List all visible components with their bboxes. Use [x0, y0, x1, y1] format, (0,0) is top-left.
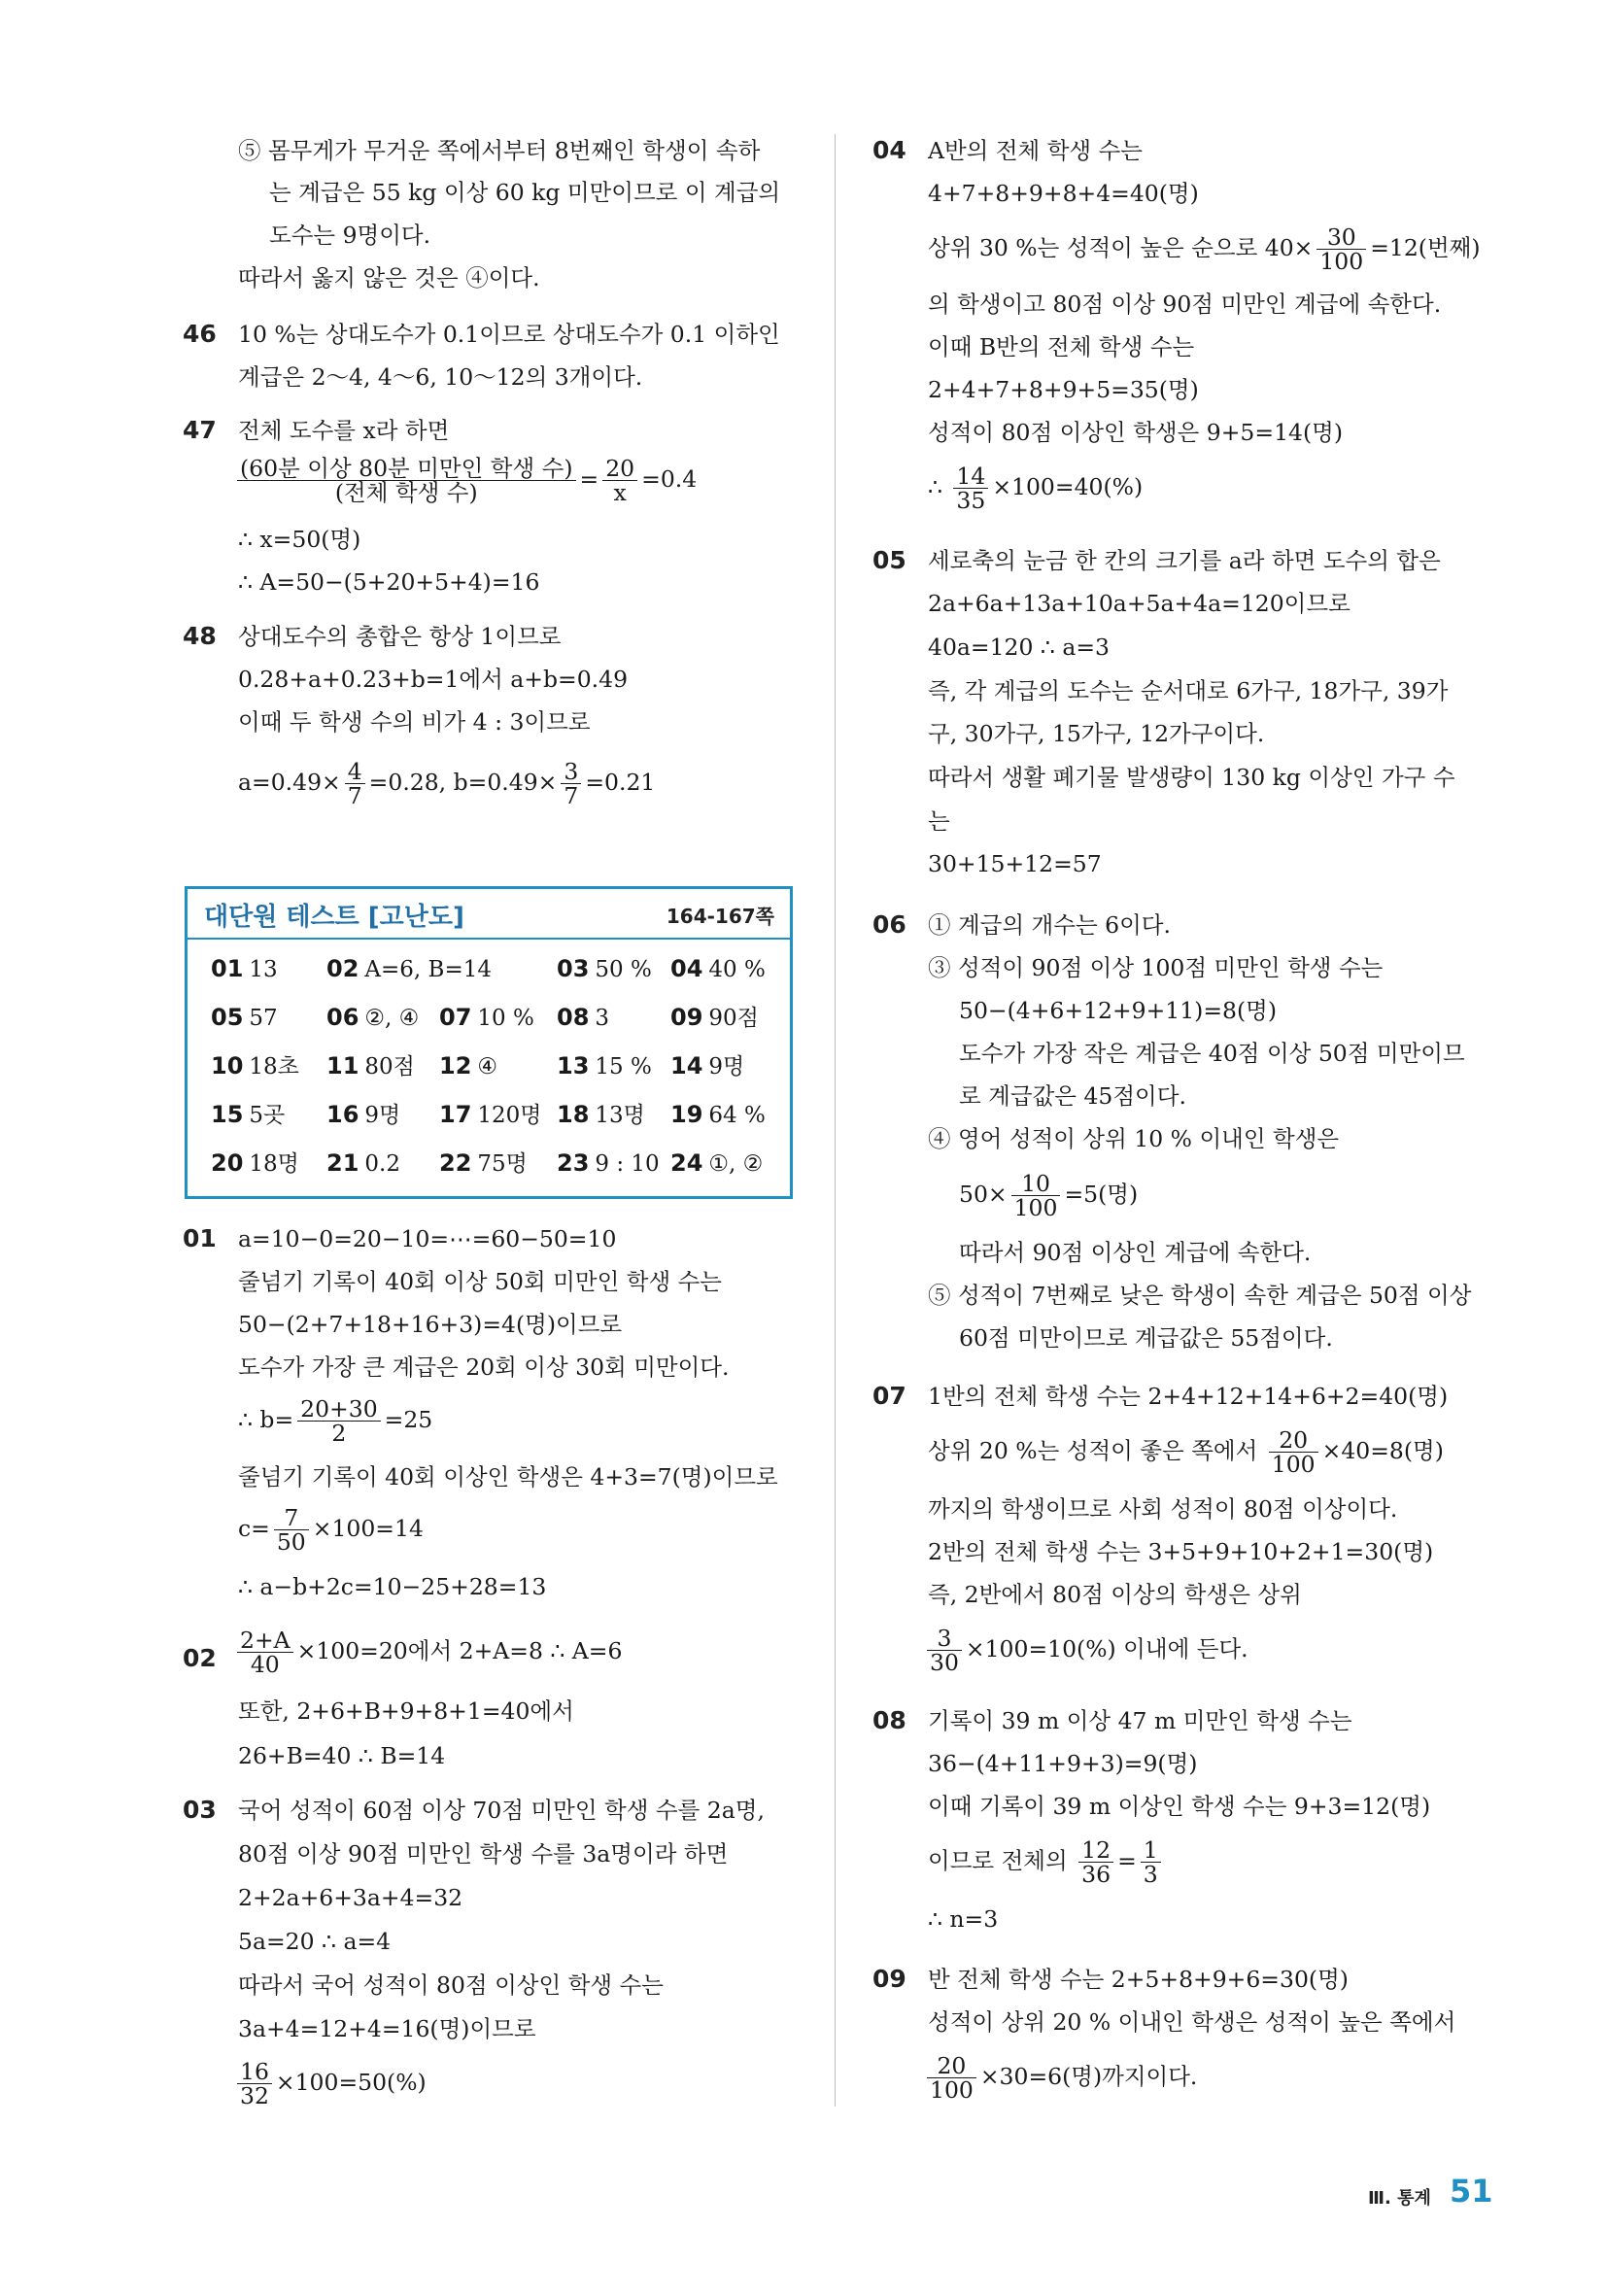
- text-line: 2+4+7+8+9+5=35(명): [928, 376, 1199, 403]
- text-line: 성적이 상위 20 % 이내인 학생은 성적이 높은 쪽에서: [928, 2008, 1456, 2036]
- problem-number: 07: [872, 1382, 906, 1410]
- answer-box: [185, 886, 793, 1199]
- text-line: 는 계급은 55 kg 이상 60 kg 미만이므로 이 계급의: [269, 179, 781, 206]
- fraction-line: ∴ b= $\frac{20+30}{2}$ =25: [238, 1395, 433, 1447]
- answer-item: 13 15 %: [557, 1052, 652, 1079]
- answer-item: 18 13명: [557, 1101, 645, 1128]
- text-line: 는: [928, 807, 950, 835]
- text-line: 10 %는 상대도수가 0.1이므로 상대도수가 0.1 이하인: [238, 321, 780, 348]
- fraction-line: c= $\frac{7}{50}$ ×100=14: [238, 1504, 424, 1556]
- text-line: 5a=20 ∴ a=4: [238, 1928, 392, 1955]
- text-line: ⑤ 성적이 7번째로 낮은 학생이 속한 계급은 50점 이상: [928, 1282, 1472, 1309]
- text-line: 구, 30가구, 15가구, 12가구이다.: [928, 720, 1265, 747]
- answer-item: 23 9 : 10: [557, 1149, 660, 1177]
- text-line: 0.28+a+0.23+b=1에서 a+b=0.49: [238, 666, 629, 693]
- answer-item: 24 ①, ②: [670, 1149, 764, 1177]
- fraction: $\frac{\text{(60분 이상 80분 미만인 학생 수)}}{\text{(전체 학생 수)}}$: [237, 457, 576, 504]
- text-line: 로 계급값은 45점이다.: [959, 1082, 1186, 1110]
- text-line: 세로축의 눈금 한 칸의 크기를 a라 하면 도수의 합은: [928, 547, 1441, 574]
- text-line: 따라서 90점 이상인 계급에 속한다.: [959, 1239, 1312, 1266]
- problem-number: 01: [183, 1224, 217, 1252]
- text-line: ⑤ 몸무게가 무거운 쪽에서부터 8번째인 학생이 속하: [238, 137, 761, 164]
- page-number: 51: [1450, 2173, 1493, 2210]
- problem-number: 09: [872, 1965, 906, 1993]
- text-line: ∴ n=3: [928, 1905, 999, 1933]
- text-line: ① 계급의 개수는 6이다.: [928, 911, 1171, 939]
- fraction-line: 상위 30 %는 성적이 높은 순으로 40× $\frac{30}{100}$ =12(번째): [928, 223, 1481, 275]
- text-line: 36−(4+11+9+3)=9(명): [928, 1750, 1198, 1777]
- problem-number: 48: [183, 622, 217, 650]
- text-line: 50−(2+7+18+16+3)=4(명)이므로: [238, 1311, 623, 1338]
- fraction-line: 상위 20 %는 성적이 좋은 쪽에서 $\frac{20}{100}$ ×40=8(명): [928, 1426, 1444, 1478]
- text-line: 4+7+8+9+8+4=40(명): [928, 180, 1199, 207]
- answer-box-header: [188, 889, 790, 940]
- answer-item: 17 120명: [439, 1101, 542, 1128]
- answer-item: 14 9명: [670, 1052, 745, 1079]
- text-line: ④ 영어 성적이 상위 10 % 이내인 학생은: [928, 1125, 1340, 1152]
- text-line: ③ 성적이 90점 이상 100점 미만인 학생 수는: [928, 954, 1384, 981]
- answer-item: 12 ④: [439, 1052, 498, 1079]
- text-line: 도수는 9명이다.: [269, 222, 431, 249]
- answer-item: 10 18초: [211, 1052, 299, 1079]
- text-line: A반의 전체 학생 수는: [928, 137, 1143, 164]
- text-line: 도수가 가장 작은 계급은 40점 이상 50점 미만이므: [959, 1040, 1465, 1067]
- fraction-line: $\frac{\text{(60분 이상 80분 미만인 학생 수)}}{\text{(전체 학생 수)}}$ = $\frac{20}{x}$ =0.4: [233, 457, 697, 504]
- text-line: 이때 기록이 39 m 이상인 학생 수는 9+3=12(명): [928, 1793, 1431, 1820]
- text-line: 26+B=40 ∴ B=14: [238, 1742, 446, 1769]
- text-line: 줄넘기 기록이 40회 이상인 학생은 4+3=7(명)이므로: [238, 1463, 778, 1491]
- text-line: 60점 미만이므로 계급값은 55점이다.: [959, 1324, 1333, 1352]
- answer-item: 15 5곳: [211, 1101, 286, 1128]
- text-line: 전체 도수를 x라 하면: [238, 417, 450, 444]
- problem-number: 08: [872, 1706, 906, 1734]
- answer-item: 04 40 %: [670, 955, 766, 982]
- answer-item: 16 9명: [326, 1101, 401, 1128]
- text-line: 30+15+12=57: [928, 850, 1102, 877]
- problem-number: 03: [183, 1796, 217, 1824]
- text-line: 40a=120 ∴ a=3: [928, 634, 1111, 661]
- answer-item: 05 57: [211, 1004, 278, 1031]
- text-line: 국어 성적이 60점 이상 70점 미만인 학생 수를 2a명,: [238, 1797, 765, 1824]
- text-line: 반 전체 학생 수는 2+5+8+9+6=30(명): [928, 1966, 1349, 1993]
- answer-item: 19 64 %: [670, 1101, 766, 1128]
- text-line: 줄넘기 기록이 40회 이상 50회 미만인 학생 수는: [238, 1268, 723, 1295]
- answer-box-title: 대단원 테스트 [고난도]: [204, 903, 464, 932]
- fraction-line: $\frac{3}{30}$ ×100=10(%) 이내에 든다.: [923, 1627, 1248, 1674]
- problem-number: 05: [872, 546, 906, 574]
- text-line: ∴ x=50(명): [238, 526, 361, 553]
- text-line: 이때 B반의 전체 학생 수는: [928, 333, 1195, 360]
- text-line: 도수가 가장 큰 계급은 20회 이상 30회 미만이다.: [238, 1354, 730, 1381]
- text-line: 계급은 2～4, 4～6, 10～12의 3개이다.: [238, 363, 643, 391]
- problem-number: 02: [183, 1644, 217, 1672]
- fraction-line: 이므로 전체의 $\frac{12}{36}$ = $\frac{1}{3}$: [928, 1838, 1165, 1886]
- footer-section-label: Ⅲ. 통계: [1368, 2188, 1431, 2209]
- answer-box-pages: 164-167쪽: [666, 905, 774, 928]
- answer-item: 06 ②, ④: [326, 1004, 420, 1031]
- problem-number: 46: [183, 320, 217, 348]
- text-line: 따라서 생활 폐기물 발생량이 130 kg 이상인 가구 수: [928, 764, 1455, 791]
- text-line: ∴ A=50−(5+20+5+4)=16: [238, 568, 540, 596]
- text-line: 또한, 2+6+B+9+8+1=40에서: [238, 1697, 574, 1725]
- answer-item: 07 10 %: [439, 1004, 534, 1031]
- answer-item: 21 0.2: [326, 1149, 400, 1177]
- text-line: 의 학생이고 80점 이상 90점 미만인 계급에 속한다.: [928, 291, 1442, 318]
- text-line: 50−(4+6+12+9+11)=8(명): [959, 997, 1278, 1024]
- text-line: 2a+6a+13a+10a+5a+4a=120이므로: [928, 590, 1351, 617]
- fraction-line: $\frac{20}{100}$ ×30=6(명)까지이다.: [923, 2054, 1197, 2102]
- fraction-line: ∴ $\frac{14}{35}$ ×100=40(%): [928, 463, 1144, 514]
- fraction-line: a=0.49× $\frac{4}{7}$ =0.28, b=0.49× $\frac{3}{7}$ =0.21: [238, 758, 656, 809]
- text-line: 까지의 학생이므로 사회 성적이 80점 이상이다.: [928, 1495, 1398, 1523]
- problem-number: 04: [872, 136, 906, 164]
- answer-item: 01 13: [211, 955, 278, 982]
- fraction-line: $\frac{16}{32}$ ×100=50(%): [233, 2060, 427, 2108]
- answer-item: 22 75명: [439, 1149, 528, 1177]
- text-line: 이때 두 학생 수의 비가 4 : 3이므로: [238, 708, 591, 736]
- answer-item: 02 A=6, B=14: [326, 955, 492, 982]
- text-line: 3a+4=12+4=16(명)이므로: [238, 2015, 536, 2042]
- answer-item: 03 50 %: [557, 955, 652, 982]
- text-line: 즉, 각 계급의 도수는 순서대로 6가구, 18가구, 39가: [928, 677, 1449, 704]
- text-line: 기록이 39 m 이상 47 m 미만인 학생 수는: [928, 1707, 1352, 1734]
- fraction-line: $\frac{2+A}{40}$ ×100=20에서 2+A=8 ∴ A=6: [233, 1628, 622, 1676]
- text-line: 즉, 2반에서 80점 이상의 학생은 상위: [928, 1581, 1302, 1608]
- fraction-line: 50× $\frac{10}{100}$ =5(명): [959, 1170, 1139, 1221]
- text-line: ∴ a−b+2c=10−25+28=13: [238, 1573, 547, 1600]
- text-line: 1반의 전체 학생 수는 2+4+12+14+6+2=40(명): [928, 1383, 1449, 1410]
- problem-number: 06: [872, 910, 906, 939]
- answer-item: 09 90점: [670, 1004, 759, 1031]
- answer-item: 08 3: [557, 1004, 610, 1031]
- text-line: 2+2a+6+3a+4=32: [238, 1884, 463, 1911]
- answer-item: 11 80점: [326, 1052, 415, 1079]
- answer-item: 20 18명: [211, 1149, 299, 1177]
- text-line: 2반의 전체 학생 수는 3+5+9+10+2+1=30(명): [928, 1538, 1434, 1565]
- fraction: $\frac{20}{x}$: [602, 457, 637, 504]
- text-line: 80점 이상 90점 미만인 학생 수를 3a명이라 하면: [238, 1840, 729, 1868]
- text-line: 상대도수의 총합은 항상 1이므로: [238, 623, 562, 650]
- column-divider: [835, 134, 836, 2107]
- text-line: 성적이 80점 이상인 학생은 9+5=14(명): [928, 419, 1344, 446]
- text-line: 따라서 옳지 않은 것은 ④이다.: [238, 264, 540, 291]
- problem-number: 47: [183, 416, 217, 444]
- text-line: a=10−0=20−10=⋯=60−50=10: [238, 1225, 617, 1252]
- text-line: 따라서 국어 성적이 80점 이상인 학생 수는: [238, 1971, 664, 1999]
